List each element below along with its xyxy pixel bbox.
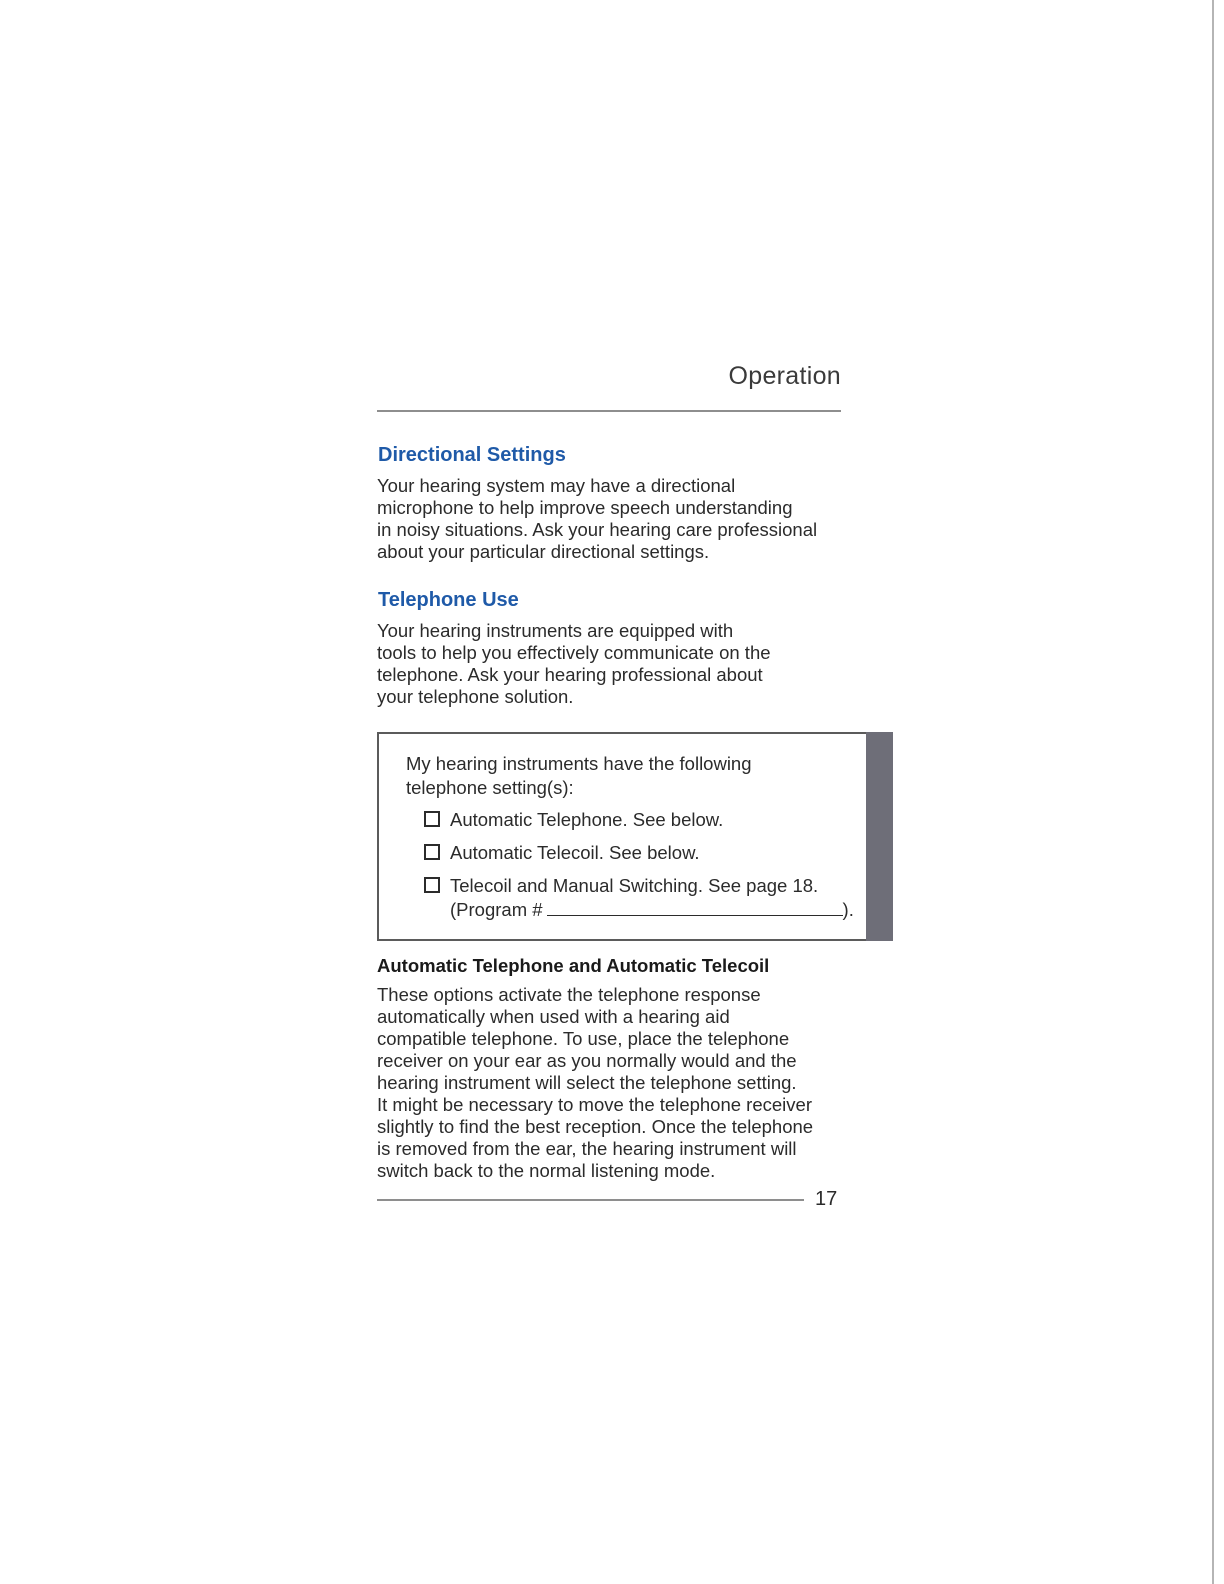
section-title: Operation [728,362,841,390]
text-line: microphone to help improve speech understanding [377,497,793,518]
checkbox-icon[interactable] [424,877,440,893]
text-line: tools to help you effectively communicate on the [377,642,771,663]
telephone-use-text [377,620,771,708]
box-side-bar [866,732,893,941]
checkbox-icon[interactable] [424,811,440,827]
checkbox-icon[interactable] [424,844,440,860]
directional-settings-text [377,475,817,563]
text-line: telephone setting(s): [406,777,574,798]
program-suffix: ). [842,899,854,920]
text-line: in noisy situations. Ask your hearing care professional [377,519,818,540]
text-line: My hearing instruments have the following [406,753,752,774]
text-line: Your hearing system may have a directional [377,475,736,496]
header-rule [377,410,841,412]
text-line: is removed from the ear, the hearing instrument will [377,1138,797,1159]
option-label: Automatic Telephone. See below. [450,809,724,830]
automatic-telephone-heading: Automatic Telephone and Automatic Telecoil [377,955,770,976]
directional-settings-heading: Directional Settings [378,444,566,466]
text-line: compatible telephone. To use, place the telephone [377,1028,790,1049]
page-number: 17 [815,1188,838,1210]
text-line: about your particular directional settings. [377,541,710,562]
text-line: It might be necessary to move the telephone receiver [377,1094,812,1115]
text-line: Your hearing instruments are equipped with [377,620,734,641]
program-number-blank[interactable] [547,899,843,916]
option-telecoil-manual[interactable] [424,874,818,898]
settings-intro [406,752,752,800]
scan-edge [1212,0,1214,1584]
program-number-line [450,898,854,922]
option-automatic-telecoil[interactable] [424,841,700,865]
text-line: telephone. Ask your hearing professional about [377,664,763,685]
option-automatic-telephone[interactable] [424,808,723,832]
option-label: Automatic Telecoil. See below. [450,842,700,863]
text-line: receiver on your ear as you normally would and the [377,1050,797,1071]
footer-rule [377,1199,804,1201]
text-line: These options activate the telephone response [377,984,761,1005]
text-line: hearing instrument will select the telephone setting. [377,1072,797,1093]
automatic-telephone-text [377,984,813,1182]
text-line: switch back to the normal listening mode. [377,1160,716,1181]
program-prefix: (Program # [450,899,543,920]
option-label: Telecoil and Manual Switching. See page 18. [450,875,819,896]
text-line: your telephone solution. [377,686,574,707]
telephone-use-heading: Telephone Use [378,589,519,611]
text-line: slightly to find the best reception. Once the telephone [377,1116,814,1137]
text-line: automatically when used with a hearing aid [377,1006,730,1027]
